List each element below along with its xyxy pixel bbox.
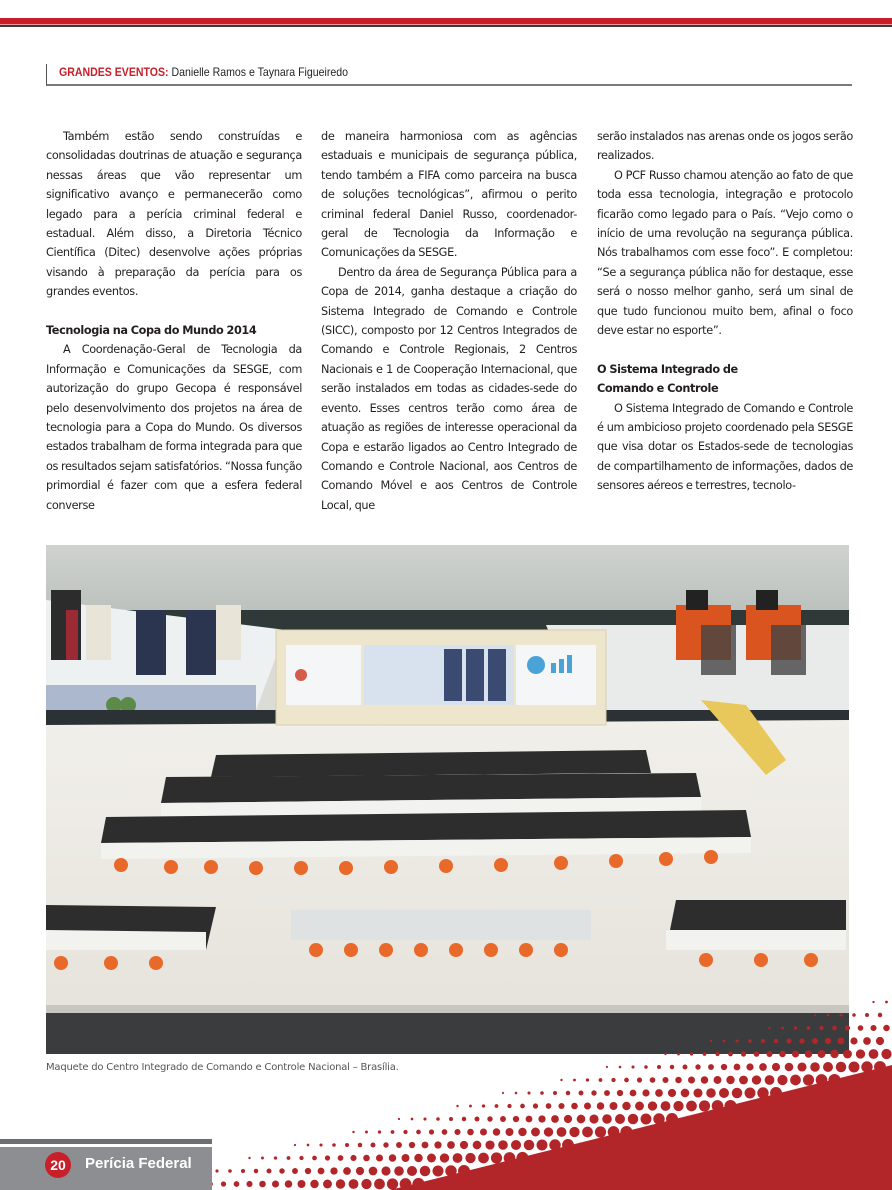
halftone-dot [827,1014,830,1017]
halftone-dot [858,1025,864,1031]
halftone-dot [885,1001,888,1004]
halftone-dot [754,1051,760,1057]
running-header-text [59,65,348,79]
halftone-dot [374,1179,385,1190]
halftone-dot [836,1062,846,1072]
halftone-dot [325,1155,330,1160]
halftone-dot [589,1114,598,1123]
photo-caption: Maquete do Centro Integrado de Comando e Controle Nacional – Brasília. [46,1062,399,1073]
halftone-dot [759,1063,767,1071]
halftone-dot [650,1077,656,1083]
halftone-dot [620,1126,632,1138]
halftone-dot [234,1181,240,1187]
halftone-dot [878,1013,882,1017]
paragraph: Também estão sendo construídas e consolidadas doutrinas de atuação e segurança nessas áreas que vão representar um significativo avanço e permanecerão como legado para a perícia criminal federal e estadual. Além disso, a Diretoria Técnico Científica (Ditec) desenvolve ações próprias visando à preparação da perícia para os grandes eventos. [46,130,302,299]
authors: Danielle Ramos e Taynara Figueiredo [171,65,348,79]
halftone-dot [604,1090,610,1096]
halftone-dot [469,1105,472,1108]
halftone-dot [407,1166,417,1176]
halftone-dot [723,1040,726,1043]
halftone-dot [485,1140,494,1149]
halftone-dot [458,1165,470,1177]
section-label: GRANDES EVENTOS: [59,65,169,79]
halftone-dot [765,1075,775,1085]
halftone-dot [745,1088,756,1099]
halftone-dot [460,1141,468,1149]
halftone-dot [642,1089,649,1096]
halftone-dot [597,1102,604,1109]
halftone-dot [631,1065,634,1068]
halftone-dot [606,1066,608,1068]
halftone-dot [305,1168,311,1174]
halftone-dot [427,1154,436,1163]
halftone-dot [699,1100,710,1111]
halftone-dot [693,1088,702,1097]
halftone-dot [447,1141,455,1149]
halftone-dot [823,1062,833,1072]
halftone-dot [724,1100,736,1112]
halftone-dot [708,1064,714,1070]
halftone-dot [248,1157,250,1159]
halftone-dot [748,1039,752,1043]
halftone-dot [433,1166,444,1177]
halftone-dot [662,1077,668,1083]
halftone-dot [272,1180,279,1187]
halftone-dot [363,1155,370,1162]
halftone-dot [527,1091,530,1094]
halftone-dot [761,1039,765,1043]
halftone-dot [546,1103,552,1109]
halftone-dot [495,1104,499,1108]
halftone-dot [319,1143,322,1146]
halftone-dot [330,1167,337,1174]
halftone-dot [511,1140,521,1150]
article-column-3 [597,127,853,496]
halftone-dot [591,1090,596,1095]
halftone-dot [790,1075,801,1086]
halftone-dot [608,1126,620,1138]
halftone-dot [502,1092,504,1094]
halftone-dot [376,1154,383,1161]
halftone-dot [475,1117,480,1122]
halftone-dot [579,1091,584,1096]
halftone-dot [323,1180,332,1189]
halftone-dot [670,1065,674,1069]
halftone-dot [807,1026,811,1030]
page-number: 20 [45,1152,71,1178]
halftone-dot [766,1051,772,1057]
halftone-dot [599,1078,603,1082]
halftone-dot [577,1115,586,1124]
halftone-dot [732,1088,742,1098]
halftone-dot [668,1089,676,1097]
halftone-dot [710,1040,712,1042]
halftone-dot [874,1061,886,1073]
halftone-dot [553,1091,557,1095]
halftone-decoration [200,985,892,1190]
halftone-dot [537,1140,548,1151]
halftone-dot [551,1115,559,1123]
halftone-dot [449,1117,453,1121]
halftone-dot [318,1168,325,1175]
halftone-dot [688,1076,695,1083]
halftone-dot [706,1088,716,1098]
halftone-dot [610,1102,618,1110]
halftone-dot [429,1129,434,1134]
halftone-dot [735,1039,738,1042]
halftone-dot [254,1169,259,1174]
halftone-dot [741,1051,746,1056]
halftone-dot [787,1039,792,1044]
halftone-dot [838,1038,845,1045]
halftone-dot [819,1026,823,1030]
halftone-dot [734,1064,741,1071]
halftone-dot [549,1139,560,1150]
halftone-dot [816,1074,828,1086]
halftone-dot [396,1142,402,1148]
halftone-dot [526,1116,533,1123]
halftone-dot [768,1027,770,1029]
halftone-dot [343,1167,351,1175]
halftone-dot [493,1128,501,1136]
halftone-dot [845,1025,850,1030]
halftone-dot [584,1102,591,1109]
command-center-model-photo [46,545,849,1054]
paragraph: de maneira harmoniosa com as agências estaduais e municipais de segurança pública, tendo também a FIFA como parceira na busca de soluções tecnológicas”, afirmou o perito criminal federal Daniel Russo, coordenador-geral de Tecnologia da Informação e Comunicações da SESGE. [321,130,577,260]
halftone-dot [562,1139,574,1151]
halftone-dot [513,1116,519,1122]
halftone-dot [398,1118,400,1120]
halftone-dot [849,1062,860,1073]
footer-rule [0,1139,212,1144]
halftone-dot [365,1131,368,1134]
halftone-dot [378,1130,381,1133]
halftone-dot [453,1153,463,1163]
halftone-dot [456,1105,458,1107]
halftone-dot [881,1049,891,1059]
halftone-dot [812,1038,818,1044]
halftone-dot [781,1027,784,1030]
halftone-dot [703,1052,707,1056]
halftone-dot [863,1037,871,1045]
halftone-dot [445,1165,456,1176]
halftone-dot [810,1062,820,1072]
halftone-dot [870,1025,876,1031]
halftone-dot [402,1154,410,1162]
halftone-dot [403,1130,407,1134]
halftone-dot [352,1131,354,1133]
paragraph: O Sistema Integrado de Comando e Controle é um ambicioso projeto coordenado pela SESGE que visa dotar os Estados-sede de tecnologias de compartilhamento de informações, dados de sensores aéreos e terrestres, tecnolo- [597,401,853,493]
halftone-dot [571,1103,578,1110]
halftone-dot [381,1166,390,1175]
halftone-dot [349,1179,359,1189]
halftone-dot [566,1091,570,1095]
halftone-dot [661,1101,671,1111]
halftone-dot [675,1077,682,1084]
paragraph: O PCF Russo chamou atenção ao fato de que toda essa tecnologia, integração e protocolo ficarão como legado para o País. “Vejo como o início de uma revolução na segurança pública. Nós trabalhamos com esse foco”. E completou: “Se a segurança pública não for destaque, esse será o nosso melhor ganho, será um sinal de que tudo funcionou muito bem, afinal o foco deve estar no esporte”. [597,168,853,338]
halftone-dot [818,1050,826,1058]
halftone-dot [307,1144,310,1147]
halftone-dot [664,1053,666,1055]
halftone-dot [371,1143,376,1148]
halftone-dot [274,1156,277,1159]
halftone-dot [825,1038,831,1044]
halftone-dot [869,1049,879,1059]
halftone-dot [564,1115,572,1123]
halftone-dot [630,1090,637,1097]
halftone-dot [228,1169,232,1173]
halftone-dot [518,1128,526,1136]
halftone-dot [701,1076,708,1083]
halftone-dot [681,1089,690,1098]
halftone-dot [423,1117,426,1120]
halftone-dot [673,1101,683,1111]
halftone-dot [504,1152,516,1164]
halftone-dot [683,1065,688,1070]
halftone-dot [655,1089,663,1097]
halftone-dot [473,1141,482,1150]
halftone-dot [312,1156,317,1161]
magazine-title: Perícia Federal [85,1155,192,1172]
halftone-dot [383,1142,388,1147]
paragraph: A Coordenação-Geral de Tecnologia da Informação e Comunicações da SESGE, com autorização do grupo Gecopa é responsável pelo desenvolvimento dos projetos na área de tecnologia para a Copa do Mundo. Os diversos estados trabalham de forma integrada para que os resultados sejam satisfatórios. “Nossa função primordial é fazer com que a esfera federal converse [46,343,302,512]
halftone-dot [350,1155,356,1161]
halftone-dot [465,1153,475,1163]
halftone-dot [540,1091,544,1095]
halftone-dot [739,1076,748,1085]
halftone-dot [358,1143,363,1148]
halftone-dot [641,1114,652,1125]
halftone-dot [332,1143,336,1147]
subheading-line: O Sistema Integrado de [597,362,738,376]
halftone-dot [215,1169,218,1172]
halftone-dot [602,1114,612,1124]
halftone-dot [259,1181,266,1188]
halftone-dot [695,1064,700,1069]
subheading-sistema-integrado [597,360,853,399]
halftone-dot [420,1166,431,1177]
halftone-dot [436,1117,440,1121]
halftone-dot [586,1078,589,1081]
halftone-dot [770,1087,782,1099]
halftone-dot [506,1128,514,1136]
halftone-dot [690,1052,693,1055]
halftone-dot [533,1103,538,1108]
halftone-dot [712,1100,724,1112]
halftone-dot [336,1179,345,1188]
halftone-dot [624,1078,629,1083]
paragraph: Dentro da área de Segurança Pública para a Copa de 2014, ganha destaque a criação do Sistema Integrado de Comando e Controle (SICC), composto por 12 Centros Integrados de Comando e Controle Regionais, 2 Centros Nacionais e 1 de Cooperação Internacional, que serão instalados em todas as cidades-sede do evento. Esses centros terão como área de atuação as regiões de interesse operacional da Copa e estarão ligados ao Centro Integrado de Comando e Controle Nacional, aos Centros de Comando Móvel e aos Centros de Controle Local, que [321,265,577,512]
halftone-dot [715,1052,719,1056]
halftone-dot [637,1077,642,1082]
halftone-dot [394,1166,404,1176]
halftone-dot [779,1051,786,1058]
halftone-dot [746,1063,753,1070]
halftone-dot [560,1079,562,1081]
halftone-dot [498,1140,508,1150]
halftone-dot [487,1116,492,1121]
halftone-dot [454,1129,460,1135]
halftone-dot [279,1168,284,1173]
halftone-dot [440,1153,449,1162]
halftone-dot [411,1118,414,1121]
top-dark-rule [0,25,892,27]
halftone-dot [839,1013,842,1016]
photo-illustration [46,545,849,1054]
halftone-dot [752,1075,761,1084]
halftone-dot [872,1001,874,1003]
halftone-dot [369,1167,378,1176]
halftone-dot [876,1037,884,1045]
halftone-dot [719,1088,729,1098]
halftone-dot [221,1181,226,1186]
halftone-dot [850,1037,857,1044]
halftone-dot [361,1179,371,1189]
halftone-dot [648,1101,657,1110]
halftone-dot [721,1064,727,1070]
halftone-dot [387,1178,398,1189]
halftone-dot [544,1127,553,1136]
halftone-dot [814,1014,816,1016]
halftone-dot [491,1152,502,1163]
halftone-dot [241,1169,245,1173]
halftone-dot [261,1157,264,1160]
halftone-dot [292,1168,298,1174]
halftone-dot [400,1178,412,1190]
halftone-dot [573,1079,576,1082]
halftone-dot [883,1025,890,1032]
halftone-dot [677,1053,680,1056]
halftone-dot [657,1065,661,1069]
halftone-dot [653,1113,664,1124]
halftone-dot [785,1063,794,1072]
halftone-dot [507,1104,511,1108]
halftone-dot [777,1075,787,1085]
halftone-dot [356,1167,364,1175]
running-header [46,64,852,86]
halftone-dot [861,1061,872,1072]
halftone-dot [792,1051,799,1058]
halftone-dot [644,1065,648,1069]
halftone-dot [622,1102,630,1110]
halftone-dot [409,1142,415,1148]
halftone-dot [772,1063,780,1071]
subheading-line: Comando e Controle [597,382,719,396]
halftone-dot [803,1074,814,1085]
halftone-dot [287,1156,291,1160]
halftone-dot [416,1130,421,1135]
halftone-dot [267,1169,272,1174]
halftone-dot [246,1181,252,1187]
halftone-dot [422,1142,429,1149]
halftone-dot [635,1102,644,1111]
halftone-dot [299,1156,303,1160]
halftone-dot [617,1090,623,1096]
halftone-dot [345,1143,349,1147]
halftone-dot [686,1101,697,1112]
halftone-dot [482,1104,485,1107]
halftone-dot [414,1154,422,1162]
halftone-dot [478,1153,489,1164]
halftone-dot [467,1129,474,1136]
halftone-dot [774,1039,778,1043]
halftone-dot [285,1180,293,1188]
halftone-dot [726,1076,734,1084]
halftone-dot [298,1180,306,1188]
halftone-dot [799,1038,804,1043]
article-column-1 [46,127,302,515]
halftone-dot [531,1128,540,1137]
halftone-dot [412,1178,424,1190]
paragraph: serão instalados nas arenas onde os jogos serão realizados. [597,130,853,163]
halftone-dot [628,1114,639,1125]
halftone-dot [434,1141,441,1148]
halftone-dot [557,1127,567,1137]
halftone-dot [805,1050,812,1057]
halftone-dot [615,1114,625,1124]
halftone-dot [856,1049,865,1058]
halftone-dot [794,1026,797,1029]
subheading-tecnologia-copa: Tecnologia na Copa do Mundo 2014 [46,324,257,338]
halftone-dot [520,1104,525,1109]
halftone-dot [714,1076,722,1084]
halftone-dot [462,1117,466,1121]
halftone-dot [666,1113,678,1125]
halftone-dot [611,1078,615,1082]
halftone-dot [338,1155,344,1161]
halftone-dot [538,1115,545,1122]
halftone-dot [294,1144,296,1146]
halftone-dot [728,1052,733,1057]
halftone-dot [389,1154,397,1162]
halftone-dot [797,1062,806,1071]
halftone-dot [582,1127,593,1138]
halftone-dot [569,1127,579,1137]
halftone-dot [830,1050,838,1058]
article-column-2 [321,127,577,515]
halftone-dot [310,1180,318,1188]
halftone-dot [757,1087,768,1098]
halftone-dot [852,1013,856,1017]
halftone-dot [480,1128,487,1135]
halftone-dot [595,1126,606,1137]
halftone-dot [515,1092,518,1095]
halftone-dot [619,1066,622,1069]
halftone-dot [516,1152,528,1164]
halftone-dot [832,1026,837,1031]
halftone-dot [828,1074,840,1086]
halftone-dot [500,1116,506,1122]
halftone-dot [558,1103,564,1109]
halftone-dot [442,1129,448,1135]
halftone-dot [391,1130,395,1134]
halftone-dot [865,1013,869,1017]
halftone-dot [843,1050,852,1059]
halftone-dot [524,1140,535,1151]
